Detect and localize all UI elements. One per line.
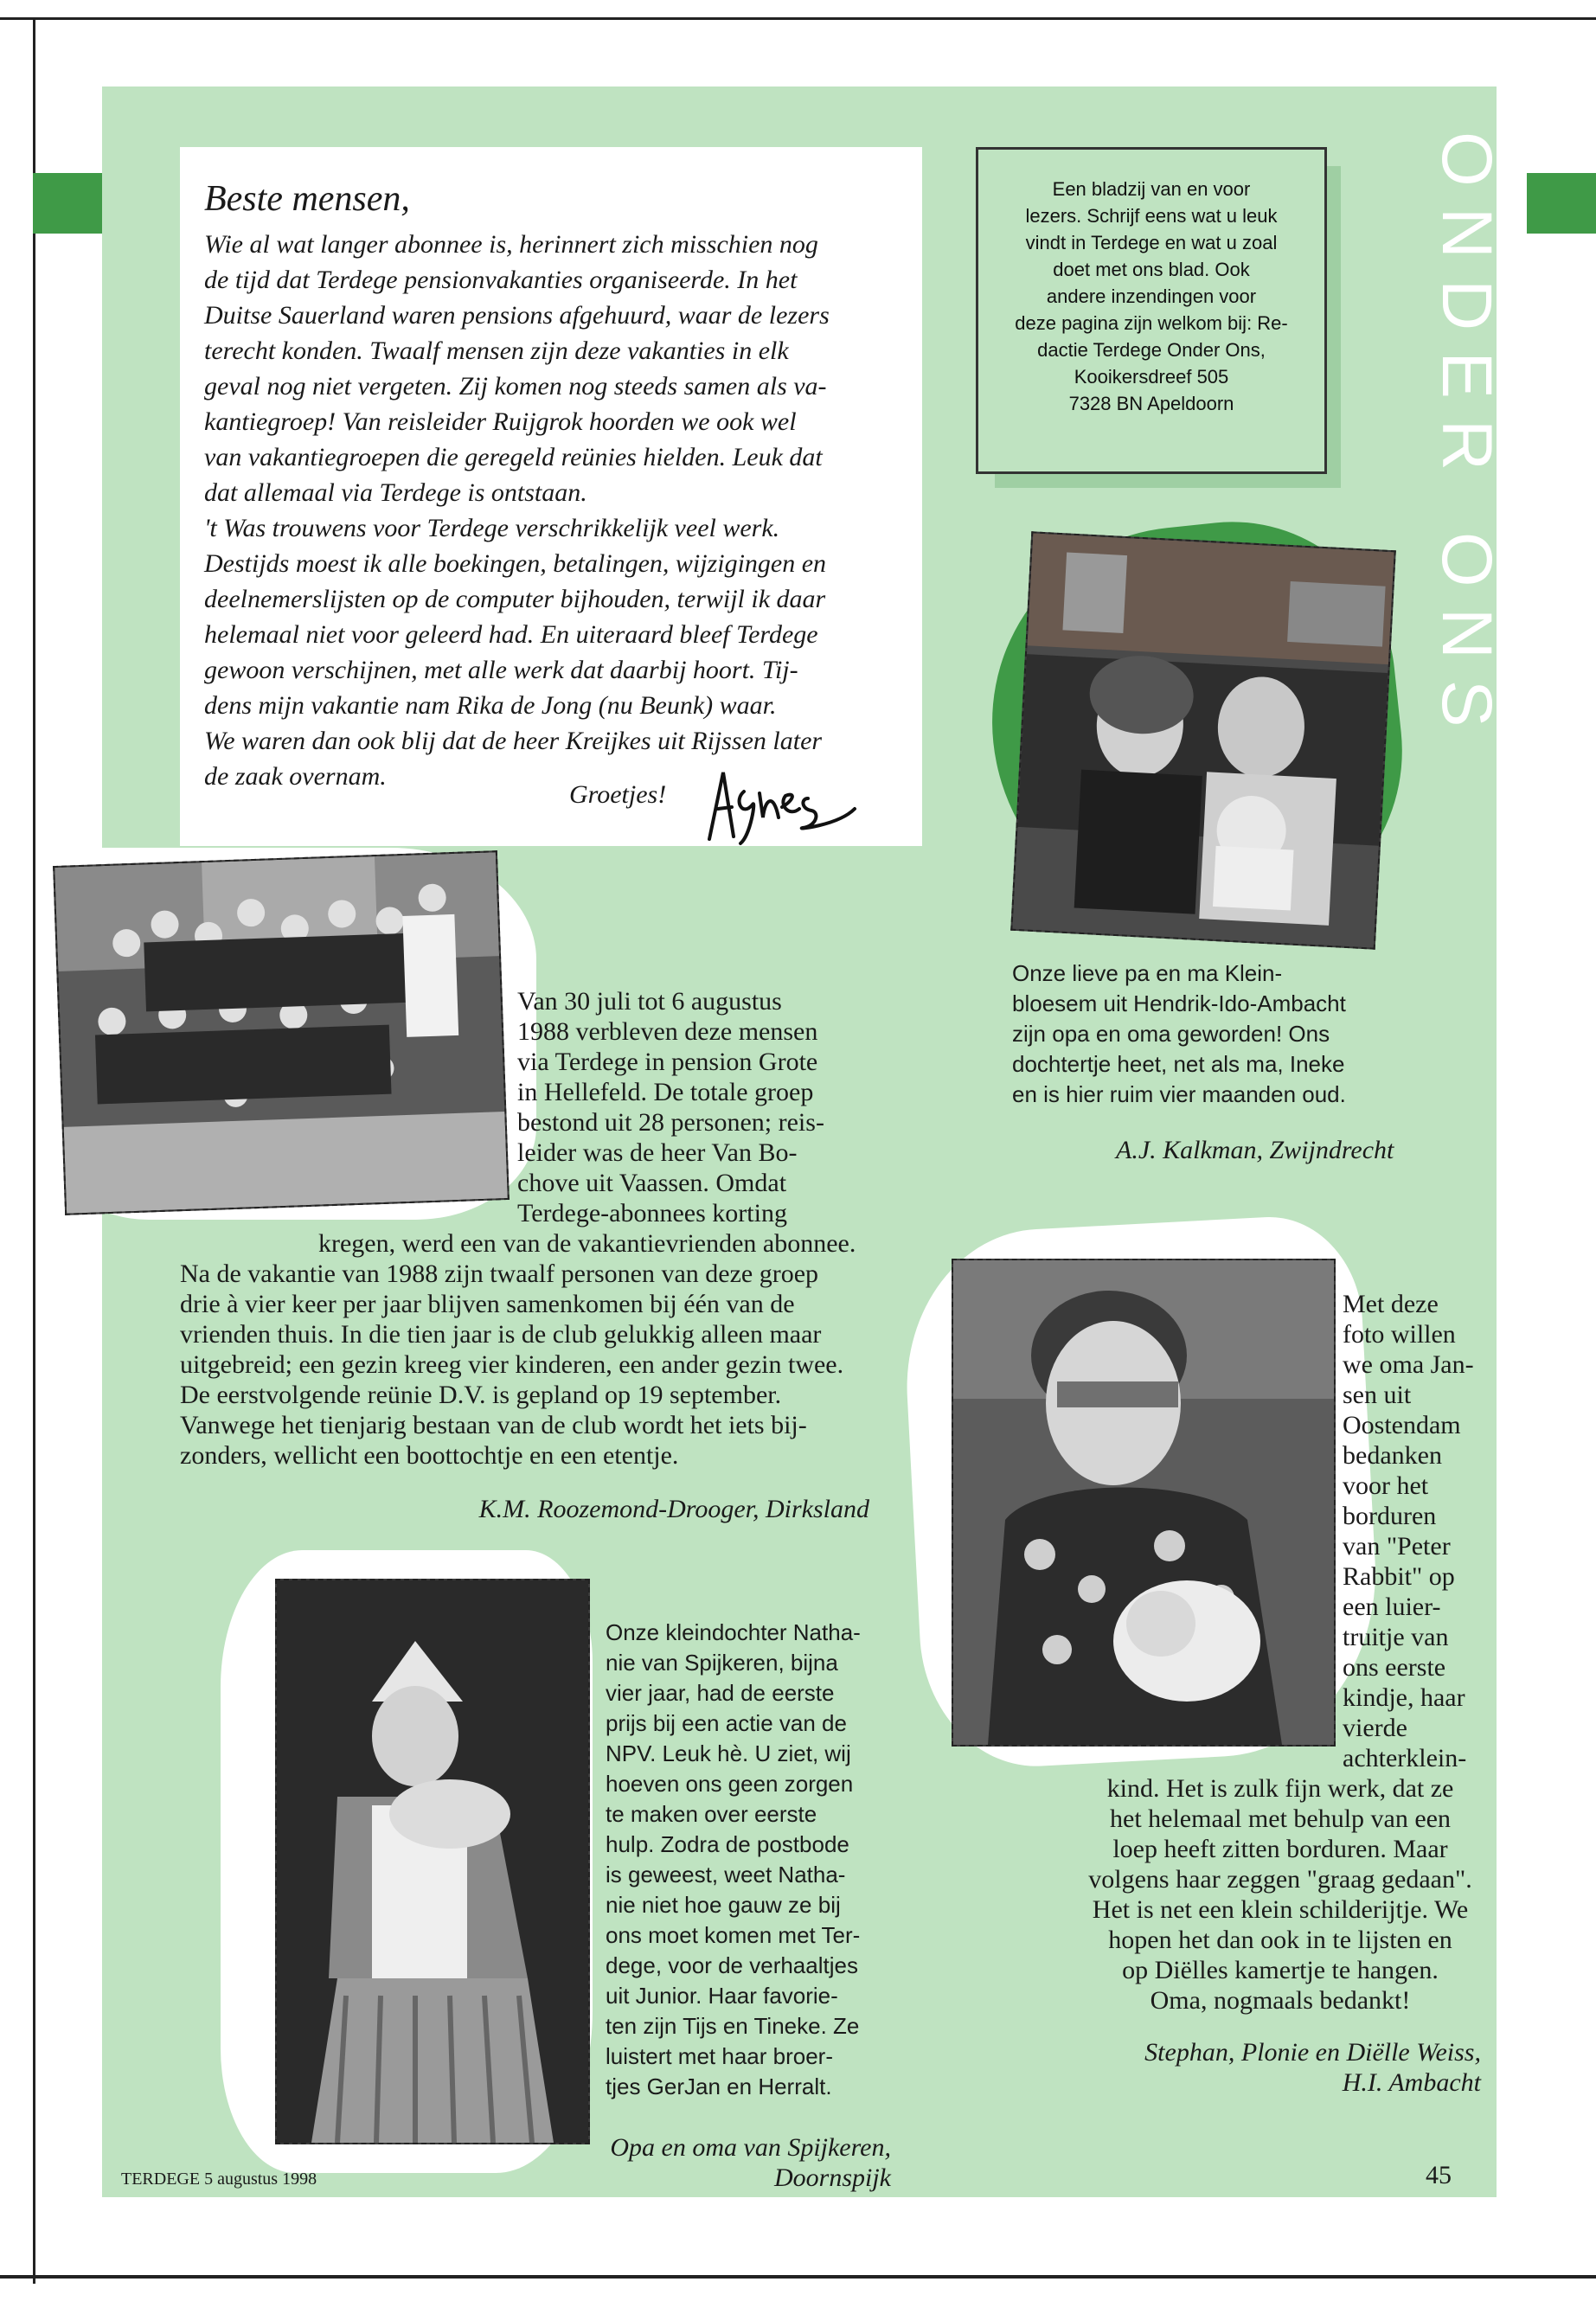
- letter-body: [204, 227, 896, 794]
- spijkeren-line: luistert met haar broer-: [606, 2043, 833, 2069]
- letter-line: 't Was trouwens voor Terdege verschrikkelijk veel werk.: [204, 514, 780, 542]
- spijkeren-line: dege, voor de verhaaltjes: [606, 1952, 858, 1978]
- letter-line: van vakantiegroepen die geregeld reünies hielden. Leuk dat: [204, 443, 823, 471]
- submission-infobox: [976, 147, 1327, 474]
- weiss-line: Oostendam: [1343, 1411, 1461, 1439]
- letter-line: geval nog niet vergeten. Zij komen nog steeds samen als va-: [204, 372, 827, 401]
- roozemond-line: leider was de heer Van Bo-: [517, 1138, 798, 1167]
- weiss-line: hopen het dan ook in te lijsten en: [1108, 1926, 1452, 1954]
- letter-line: Destijds moest ik alle boekingen, betalingen, wijzigingen en: [204, 549, 827, 578]
- weiss-author-line: Stephan, Plonie en Diëlle Weiss,: [1144, 2038, 1481, 2067]
- grandparents-photo: [1010, 531, 1396, 949]
- roozemond-line: in Hellefeld. De totale groep: [517, 1078, 814, 1106]
- roozemond-line: bestond uit 28 personen; reis-: [517, 1108, 824, 1137]
- spijkeren-line: uit Junior. Haar favorie-: [606, 1983, 838, 2009]
- weiss-line: van "Peter: [1343, 1532, 1451, 1561]
- weiss-line: achterklein-: [1343, 1744, 1467, 1772]
- left-margin-tab: [33, 173, 102, 234]
- infobox-line: Een bladzij van en voor: [1052, 178, 1251, 200]
- letter-line: de zaak overnam.: [204, 762, 387, 791]
- roozemond-line: Terdege-abonnees korting: [517, 1199, 787, 1227]
- right-margin-tab: [1527, 173, 1596, 234]
- weiss-line: kind. Het is zulk fijn werk, dat ze: [1106, 1774, 1454, 1803]
- kalkman-line: Onze lieve pa en ma Klein-: [1012, 960, 1283, 986]
- spijkeren-line: ons moet komen met Ter-: [606, 1922, 861, 1948]
- letter-line: de tijd dat Terdege pensionvakanties organiseerde. In het: [204, 266, 798, 294]
- letter-line: dens mijn vakantie nam Rika de Jong (nu Beunk) waar.: [204, 691, 777, 720]
- infobox-line: vindt in Terdege en wat u zoal: [1025, 232, 1278, 253]
- letter-line: helemaal niet voor geleerd had. En uiteraard bleef Terdege: [204, 620, 818, 649]
- kalkman-line: dochtertje heet, net als ma, Ineke: [1012, 1051, 1345, 1077]
- roozemond-full-text: [180, 1228, 872, 1471]
- spijkeren-line: vier jaar, had de eerste: [606, 1680, 835, 1706]
- section-title: ONDER ONS: [1427, 131, 1506, 748]
- spijkeren-text: [606, 1618, 917, 2102]
- infobox-line: andere inzendingen voor: [1046, 285, 1257, 307]
- spijkeren-line: NPV. Leuk hè. U ziet, wij: [606, 1740, 851, 1766]
- weiss-line: foto willen: [1343, 1320, 1456, 1349]
- spijkeren-line: ten zijn Tijs en Tineke. Ze: [606, 2013, 860, 2039]
- letter-line: terecht konden. Twaalf mensen zijn deze vakanties in elk: [204, 336, 789, 365]
- letter-line: kantiegroep! Van reisleider Ruijgrok hoorden we ook wel: [204, 407, 797, 436]
- frame-left-rule: [33, 17, 35, 2284]
- spijkeren-line: hoeven ons geen zorgen: [606, 1771, 854, 1797]
- roozemond-line: Na de vakantie van 1988 zijn twaalf personen van deze groep: [180, 1259, 819, 1288]
- letter-line: deelnemerslijsten op de computer bijhouden, terwijl ik daar: [204, 585, 826, 613]
- roozemond-line: vrienden thuis. In die tien jaar is de club gelukkig alleen maar: [180, 1320, 822, 1349]
- letter-line: dat allemaal via Terdege is ontstaan.: [204, 478, 587, 507]
- weiss-line: Het is net een klein schilderijtje. We: [1092, 1895, 1469, 1924]
- granddaughter-photo: [275, 1579, 590, 2144]
- group-photo-image: [54, 852, 508, 1214]
- roozemond-line: chove uit Vaassen. Omdat: [517, 1169, 787, 1197]
- weiss-line: een luier-: [1343, 1593, 1441, 1621]
- editor-letter: [180, 147, 922, 846]
- weiss-line: Met deze: [1343, 1290, 1439, 1318]
- weiss-wrap-text: [1343, 1289, 1481, 1773]
- infobox-text: [987, 176, 1316, 417]
- roozemond-line: Van 30 juli tot 6 augustus: [517, 987, 782, 1016]
- roozemond-line: drie à vier keer per jaar blijven samenkomen bij één van de: [180, 1290, 795, 1318]
- spijkeren-line: tjes GerJan en Herralt.: [606, 2073, 832, 2099]
- spijkeren-line: nie van Spijkeren, bijna: [606, 1650, 838, 1676]
- kalkman-text: [1012, 958, 1445, 1110]
- grandmother-photo: [952, 1259, 1336, 1747]
- spijkeren-author: [536, 2132, 891, 2193]
- letter-line: Wie al wat langer abonnee is, herinnert zich misschien nog: [204, 230, 818, 259]
- weiss-line: ons eerste: [1343, 1653, 1446, 1682]
- weiss-line: loep heeft zitten borduren. Maar: [1112, 1835, 1448, 1863]
- weiss-line: sen uit: [1343, 1381, 1412, 1409]
- granddaughter-photo-image: [277, 1580, 588, 2143]
- weiss-author-line: H.I. Ambacht: [1342, 2068, 1481, 2097]
- letter-line: We waren dan ook blij dat de heer Kreijkes uit Rijssen later: [204, 727, 823, 755]
- infobox-line: lezers. Schrijf eens wat u leuk: [1025, 205, 1278, 227]
- letter-closing: Groetjes!: [569, 780, 667, 809]
- spijkeren-line: is geweest, weet Natha-: [606, 1862, 846, 1888]
- infobox-line: deze pagina zijn welkom bij: Re-: [1015, 312, 1288, 334]
- letter-title: Beste mensen,: [204, 179, 410, 219]
- roozemond-wrap-text: [517, 986, 915, 1228]
- weiss-line: op Diëlles kamertje te hangen.: [1122, 1956, 1439, 1984]
- spijkeren-line: te maken over eerste: [606, 1801, 817, 1827]
- roozemond-line: uitgebreid; een gezin kreeg vier kinderen, een ander gezin twee.: [180, 1350, 844, 1379]
- letter-line: Duitse Sauerland waren pensions afgehuurd, waar de lezers: [204, 301, 830, 330]
- group-photo: [53, 850, 510, 1215]
- spijkeren-line: Onze kleindochter Natha-: [606, 1619, 861, 1645]
- roozemond-line: zonders, wellicht een boottochtje en een etentje.: [180, 1441, 679, 1470]
- publication-footer: TERDEGE 5 augustus 1998: [121, 2170, 317, 2189]
- letter-line: gewoon verschijnen, met alle werk dat daarbij hoort. Tij-: [204, 656, 798, 684]
- handwritten-signature: [699, 757, 863, 852]
- spijkeren-author-line: Opa en oma van Spijkeren,: [610, 2133, 891, 2162]
- weiss-line: kindje, haar: [1343, 1683, 1465, 1712]
- weiss-line: voor het: [1343, 1471, 1429, 1500]
- weiss-line: het helemaal met behulp van een: [1110, 1804, 1451, 1833]
- weiss-line: we oma Jan-: [1343, 1350, 1474, 1379]
- roozemond-line: Vanwege het tienjarig bestaan van de club wordt het iets bij-: [180, 1411, 807, 1439]
- kalkman-line: bloesem uit Hendrik-Ido-Ambacht: [1012, 990, 1346, 1016]
- infobox-line: doet met ons blad. Ook: [1053, 259, 1250, 280]
- roozemond-line: via Terdege in pension Grote: [517, 1048, 818, 1076]
- kalkman-line: en is hier ruim vier maanden oud.: [1012, 1081, 1346, 1107]
- page-number: 45: [1426, 2161, 1452, 2189]
- infobox-line: dactie Terdege Onder Ons,: [1037, 339, 1266, 361]
- roozemond-author: K.M. Roozemond-Drooger, Dirksland: [478, 1495, 869, 1523]
- infobox-line: Kooikersdreef 505: [1074, 366, 1229, 388]
- kalkman-line: zijn opa en oma geworden! Ons: [1012, 1021, 1330, 1047]
- weiss-line: volgens haar zeggen "graag gedaan".: [1088, 1865, 1472, 1894]
- roozemond-line: kregen, werd een van de vakantievrienden abonnee.: [318, 1229, 856, 1258]
- spijkeren-line: nie niet hoe gauw ze bij: [606, 1892, 841, 1918]
- grandmother-photo-image: [953, 1260, 1334, 1745]
- spijkeren-line: hulp. Zodra de postbode: [606, 1831, 849, 1857]
- spijkeren-author-line: Doornspijk: [774, 2163, 891, 2192]
- kalkman-author: A.J. Kalkman, Zwijndrecht: [1116, 1136, 1394, 1164]
- frame-bottom-rule: [0, 2275, 1596, 2279]
- roozemond-line: 1988 verbleven deze mensen: [517, 1017, 818, 1046]
- spijkeren-line: prijs bij een actie van de: [606, 1710, 847, 1736]
- weiss-line: borduren: [1343, 1502, 1437, 1530]
- weiss-line: vierde: [1343, 1714, 1407, 1742]
- weiss-line: Oma, nogmaals bedankt!: [1150, 1986, 1411, 2015]
- weiss-full-text: [1077, 1773, 1484, 2016]
- roozemond-line: De eerstvolgende reünie D.V. is gepland op 19 september.: [180, 1381, 782, 1409]
- weiss-author: [1038, 2037, 1481, 2098]
- weiss-line: bedanken: [1343, 1441, 1442, 1470]
- weiss-line: Rabbit" op: [1343, 1562, 1455, 1591]
- frame-top-rule: [0, 17, 1596, 20]
- weiss-line: truitje van: [1343, 1623, 1449, 1651]
- infobox-line: 7328 BN Apeldoorn: [1068, 393, 1234, 414]
- grandparents-photo-image: [1012, 533, 1394, 947]
